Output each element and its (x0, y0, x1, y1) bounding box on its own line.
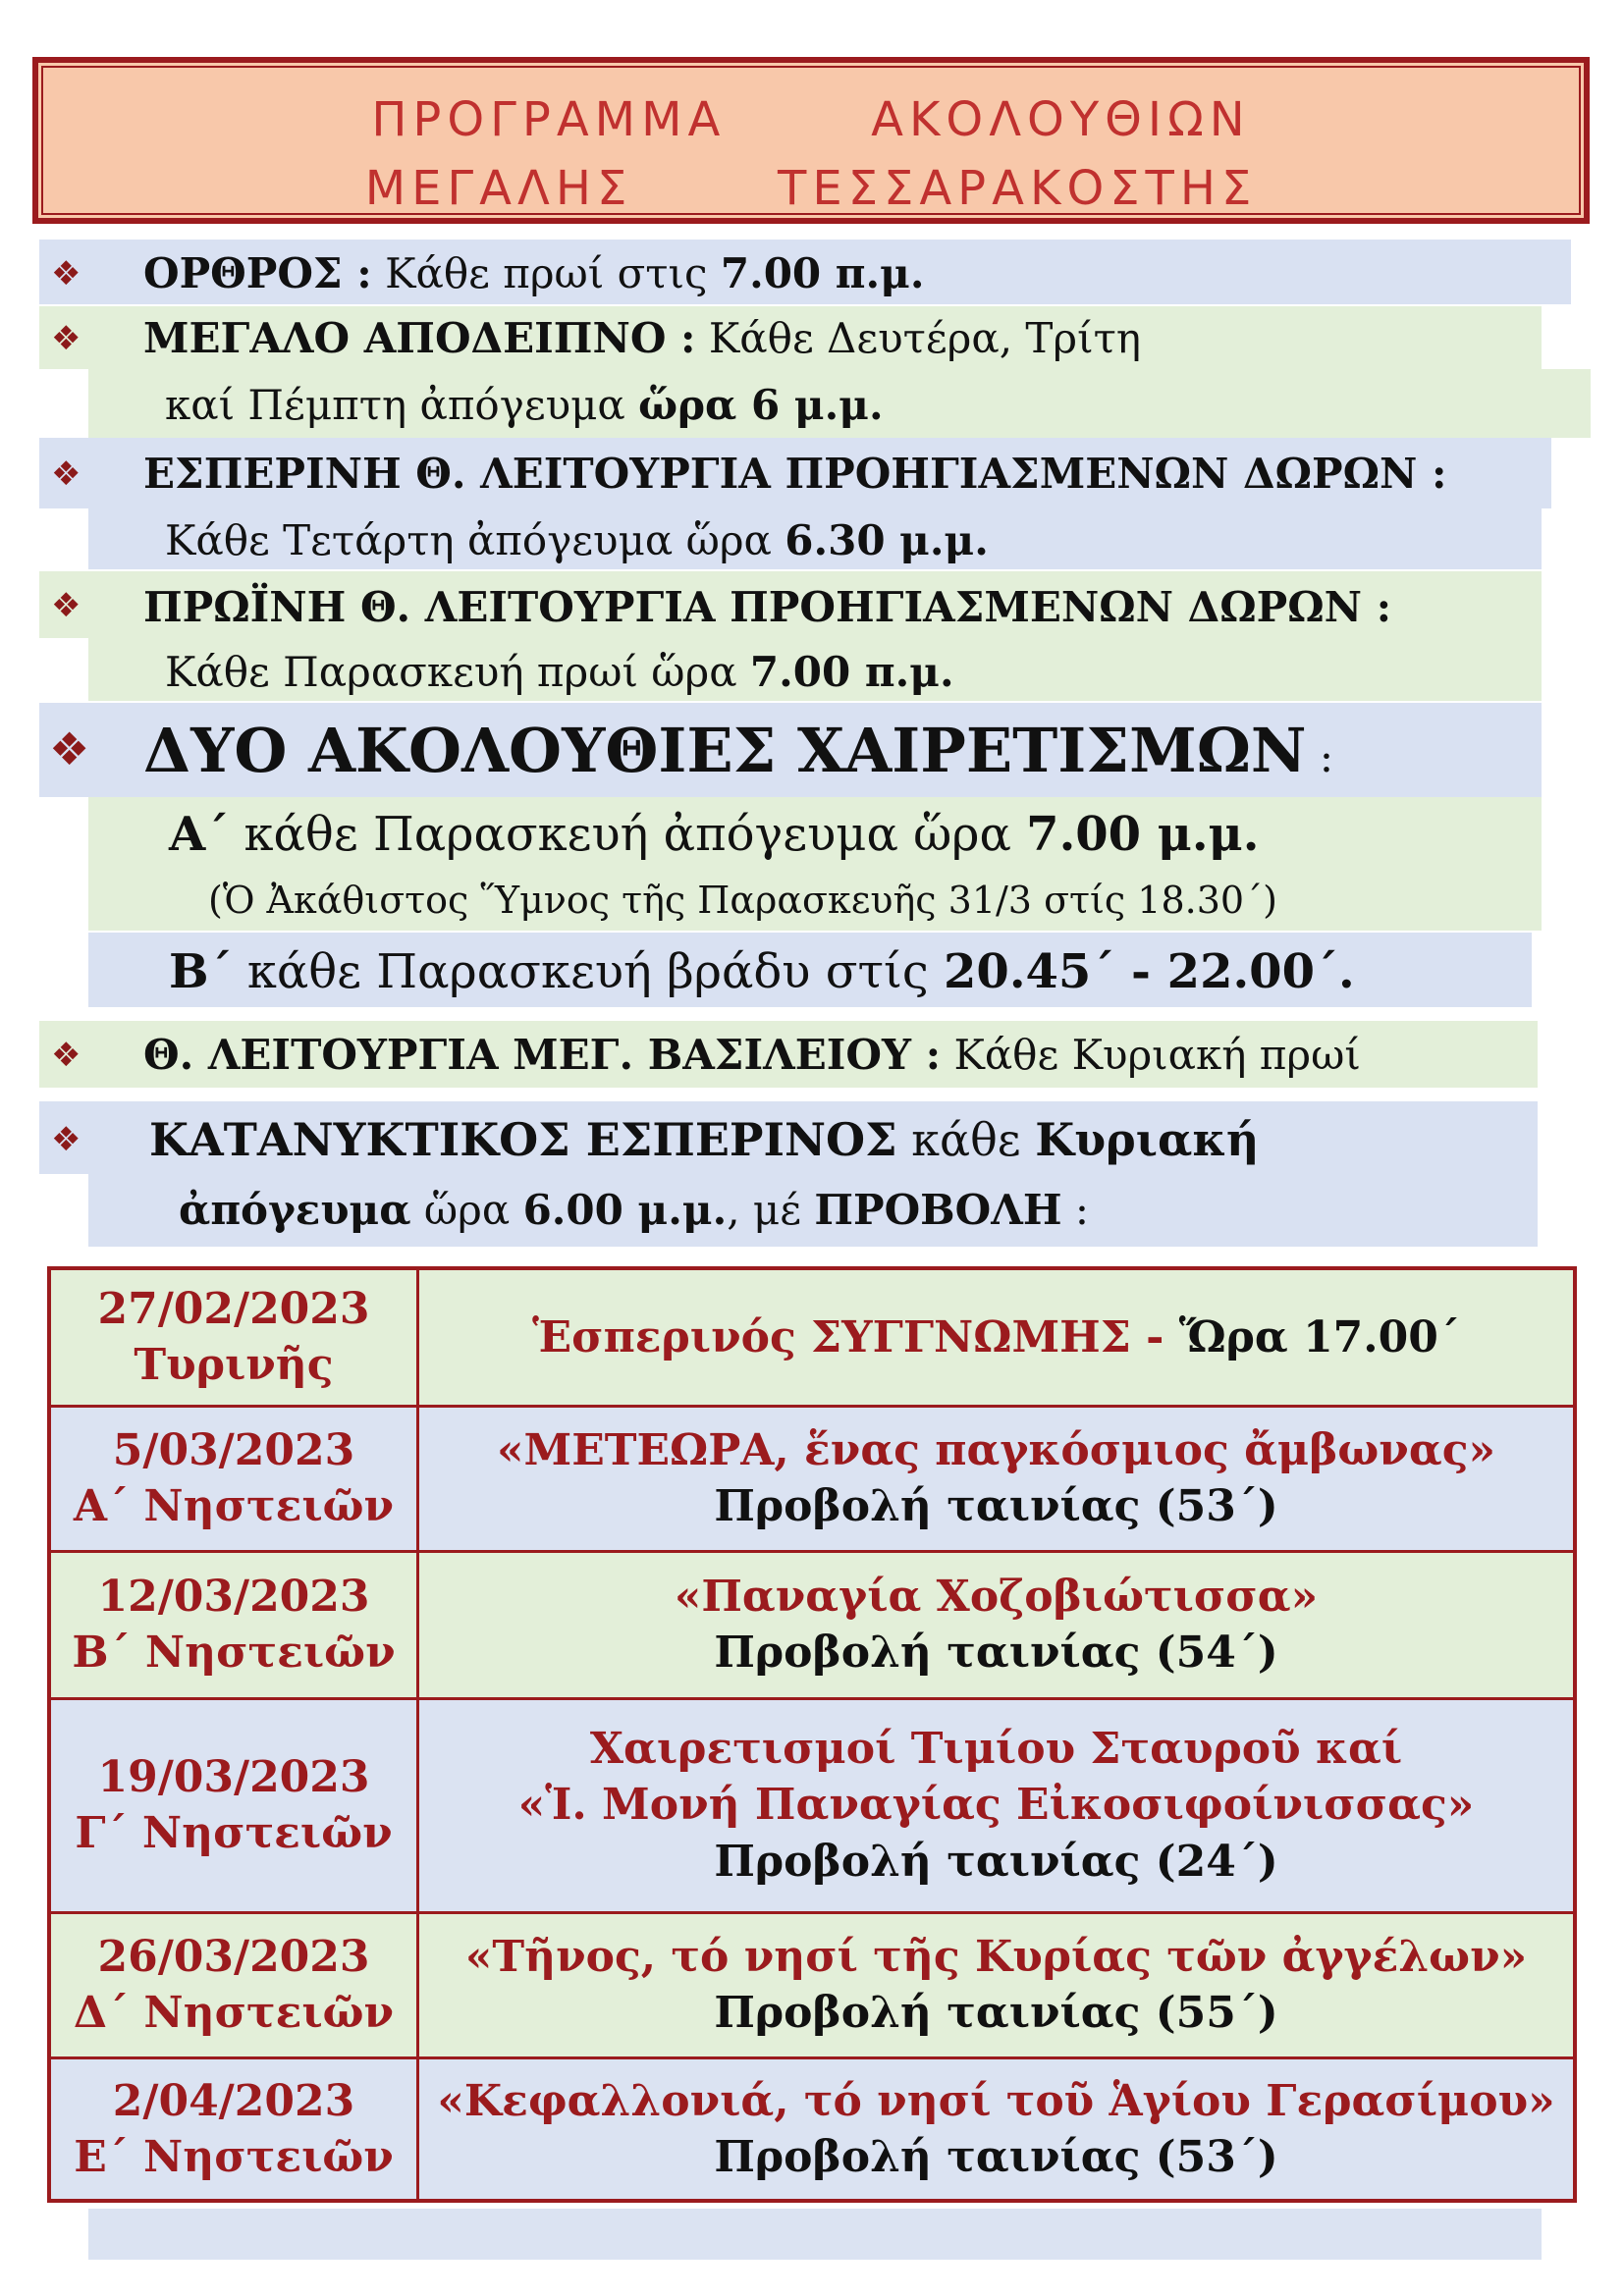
row-sunday: Α΄ Νηστειῶν (73, 1481, 395, 1531)
vasileiou-text: Κάθε Κυριακή πρωί (941, 1031, 1361, 1079)
row-sunday: Τυρινῆς (134, 1340, 334, 1391)
vasileiou-line (143, 1031, 1361, 1079)
apodeipno-label: ΜΕΓΑΛΟ ΑΠΟΔΕΙΠΝΟ : (143, 314, 696, 362)
esperini-text: Κάθε Τετάρτη ἀπόγευμα ὥρα (165, 516, 785, 564)
row-date: 5/03/2023 (112, 1424, 355, 1475)
title-box (32, 57, 1590, 224)
diamond-bullet-icon: ❖ (51, 319, 81, 358)
row-sunday: Β΄ Νηστειῶν (72, 1628, 396, 1678)
apodeipno-line-1 (143, 314, 1141, 362)
table-row (49, 2057, 1575, 2201)
table-row (49, 1406, 1575, 1551)
katanyktikos-line2c: , μέ (727, 1186, 815, 1234)
row-date: 26/03/2023 (97, 1931, 370, 1982)
apodeipno-text-2: καί Πέμπτη ἀπόγευμα (165, 381, 639, 429)
row-film: Προβολή ταινίας (53΄) (714, 2131, 1278, 2182)
xairetismoi-a-time: 7.00 μ.μ. (1026, 807, 1260, 862)
orthros-line (143, 249, 925, 297)
row-film: Προβολή ταινίας (24΄) (714, 1836, 1278, 1887)
esperini-line-1 (143, 450, 1447, 498)
apodeipno-line-2 (165, 381, 884, 429)
table-row (49, 1912, 1575, 2057)
row-film: Προβολή ταινίας (53΄) (714, 1481, 1278, 1531)
diamond-bullet-icon: ❖ (49, 722, 90, 775)
row-title: Χαιρετισμοί Τιμίου Σταυροῦ καί (589, 1724, 1403, 1775)
vasileiou-label: Θ. ΛΕΙΤΟΥΡΓΙΑ ΜΕΓ. ΒΑΣΙΛΕΙΟΥ : (143, 1031, 942, 1079)
row-date: 2/04/2023 (112, 2075, 355, 2126)
date-cell (49, 1912, 418, 2057)
row-title: «Παναγία Χοζοβιώτισσα» (674, 1571, 1319, 1622)
description-cell (418, 1912, 1576, 2057)
xairetismoi-a-line (169, 807, 1260, 862)
description-cell (418, 1268, 1576, 1406)
orthros-text: Κάθε πρωί στις (371, 249, 721, 297)
proini-line-2 (165, 648, 954, 696)
diamond-bullet-icon: ❖ (51, 586, 81, 625)
katanyktikos-line2b: ὥρα (410, 1186, 523, 1234)
row-title: «Τῆνος, τό νησί τῆς Κυρίας τῶν ἀγγέλων» (464, 1931, 1528, 1982)
katanyktikos-time: 6.00 μ.μ. (522, 1186, 728, 1234)
description-cell (418, 1406, 1576, 1551)
row-date: 12/03/2023 (97, 1571, 370, 1622)
row-title: «Κεφαλλονιά, τό νησί τοῦ Ἁγίου Γερασίμου» (437, 2075, 1555, 2126)
row-date: 19/03/2023 (97, 1751, 370, 1802)
row-film: Προβολή ταινίας (55΄) (714, 1988, 1278, 2038)
description-cell (418, 2057, 1576, 2201)
xairetismoi-b-line (169, 944, 1355, 999)
esperini-time: 6.30 μ.μ. (785, 516, 989, 564)
row-title: Ἑσπερινός ΣΥΓΓΝΩΜΗΣ - (532, 1311, 1179, 1362)
katanyktikos-provoli: ΠΡΟΒΟΛΗ (814, 1186, 1062, 1234)
diamond-bullet-icon: ❖ (51, 454, 81, 494)
katanyktikos-colon: : (1061, 1186, 1090, 1234)
katanyktikos-line-1 (149, 1113, 1260, 1166)
proini-label: ΠΡΩΪΝΗ Θ. ΛΕΙΤΟΥΡΓΙΑ ΠΡΟΗΓΙΑΣΜΕΝΩΝ ΔΩΡΩΝ : (143, 583, 1392, 631)
katanyktikos-line2a: ἀπόγευμα (179, 1186, 411, 1234)
katanyktikos-label: ΚΑΤΑΝΥΚΤΙΚΟΣ ΕΣΠΕΡΙΝΟΣ (149, 1113, 897, 1166)
description-cell (418, 1698, 1576, 1912)
schedule-table (47, 1266, 1577, 2203)
xairetismoi-heading (143, 715, 1334, 786)
katanyktikos-text: κάθε (896, 1113, 1036, 1166)
akathistos-note: (Ὁ Ἀκάθιστος Ὕμνος τῆς Παρασκευῆς 31/3 στίς 18.30΄) (208, 879, 1277, 922)
date-cell (49, 1406, 418, 1551)
diamond-bullet-icon: ❖ (51, 1120, 81, 1159)
orthros-time: 7.00 π.μ. (720, 249, 925, 297)
xairetismoi-label: ΔΥΟ ΑΚΟΛΟΥΘΙΕΣ ΧΑΙΡΕΤΙΣΜΩΝ (143, 715, 1307, 786)
orthros-label: ΟΡΘΡΟΣ : (143, 249, 372, 297)
diamond-bullet-icon: ❖ (51, 254, 81, 294)
row-film: Προβολή ταινίας (54΄) (714, 1628, 1278, 1678)
diamond-bullet-icon: ❖ (51, 1036, 81, 1075)
row-title-2: «Ἱ. Μονή Παναγίας Εἰκοσιφοίνισσας» (517, 1780, 1475, 1831)
row-sunday: Ε΄ Νηστειῶν (74, 2131, 394, 2182)
title-line-2: ΜΕΓΑΛΗΣ ΤΕΣΣΑΡΑΚΟΣΤΗΣ (364, 161, 1258, 216)
date-cell (49, 2057, 418, 2201)
description-cell (418, 1551, 1576, 1698)
apodeipno-text: Κάθε Δευτέρα, Τρίτη (695, 314, 1141, 362)
row-sunday: Γ΄ Νηστειῶν (75, 1808, 393, 1858)
katanyktikos-day: Κυριακή (1035, 1113, 1260, 1166)
xairetismoi-b-text: κάθε Παρασκευή βράδυ στίς (232, 944, 945, 999)
proini-line-1 (143, 583, 1392, 631)
xairetismoi-b-time: 20.45΄ - 22.00΄. (944, 944, 1355, 999)
xairetismoi-a-label: Α΄ (169, 807, 230, 862)
proini-time: 7.00 π.μ. (749, 648, 954, 696)
katanyktikos-line-2 (179, 1186, 1090, 1234)
row-extra: Ὥρα 17.00΄ (1178, 1311, 1460, 1362)
xairetismoi-a-text: κάθε Παρασκευή ἀπόγευμα ὥρα (229, 807, 1027, 862)
esperini-label: ΕΣΠΕΡΙΝΗ Θ. ΛΕΙΤΟΥΡΓΙΑ ΠΡΟΗΓΙΑΣΜΕΝΩΝ ΔΩΡΩΝ : (143, 450, 1447, 498)
row-sunday: Δ΄ Νηστειῶν (73, 1988, 395, 2038)
table-row (49, 1268, 1575, 1406)
footer-band (88, 2209, 1542, 2260)
row-date: 27/02/2023 (97, 1284, 370, 1335)
date-cell (49, 1268, 418, 1406)
proini-text: Κάθε Παρασκευή πρωί ὥρα (165, 648, 750, 696)
xairetismoi-colon: : (1306, 733, 1334, 781)
date-cell (49, 1551, 418, 1698)
table-row (49, 1698, 1575, 1912)
xairetismoi-b-label: Β΄ (169, 944, 233, 999)
table-row (49, 1551, 1575, 1698)
apodeipno-time: ὥρα 6 μ.μ. (638, 381, 884, 429)
row-title: «ΜΕΤΕΩΡΑ, ἕνας παγκόσμιος ἄμβωνας» (497, 1424, 1495, 1475)
esperini-line-2 (165, 516, 989, 564)
title-line-1: ΠΡΟΓΡΑΜΜΑ ΑΚΟΛΟΥΘΙΩΝ (371, 92, 1251, 147)
date-cell (49, 1698, 418, 1912)
